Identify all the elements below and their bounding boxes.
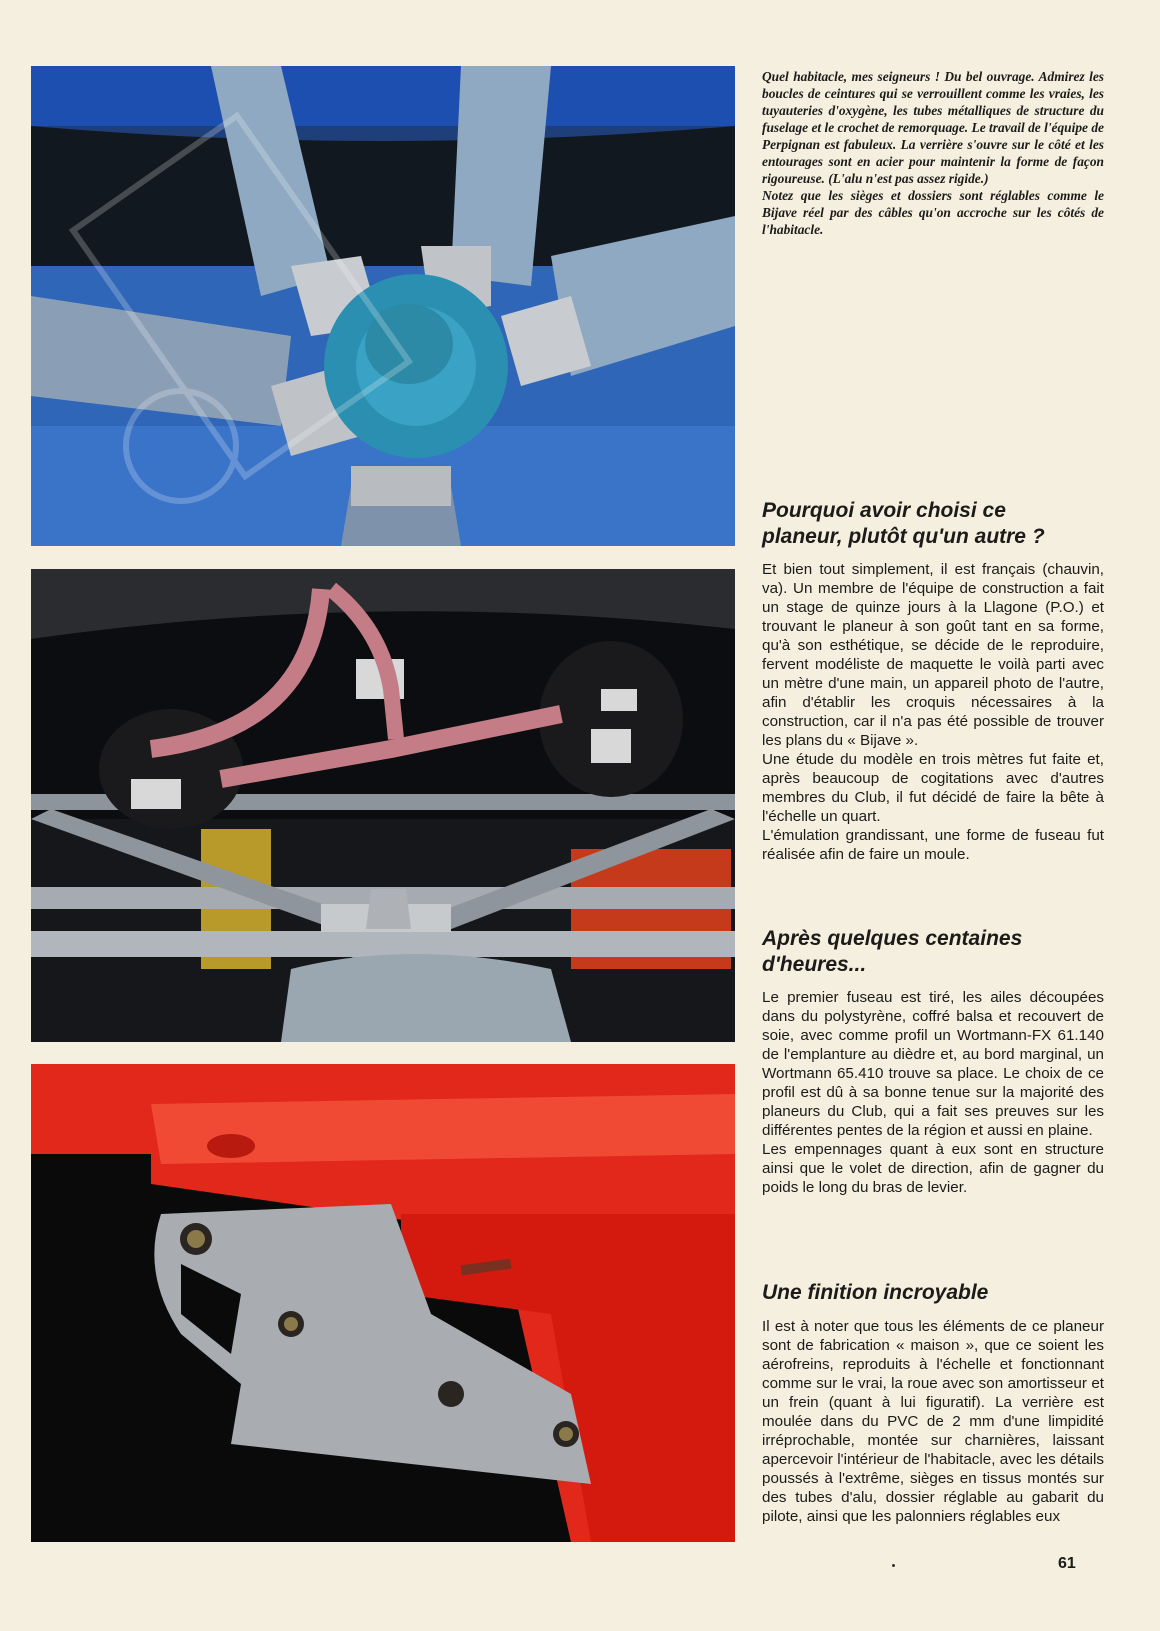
section-heading: [762, 498, 1104, 550]
caption-paragraph: Notez que les sièges et dossiers sont réglables comme le Bijave réel par des câbles qu'on accroche sur les côtés de l'habitacle.: [762, 188, 1104, 237]
photo-caption: [762, 68, 1104, 238]
section-heading: [762, 1280, 1104, 1306]
print-dot: [892, 1564, 895, 1567]
body-paragraph: Et bien tout simplement, il est français (chauvin, va). Un membre de l'équipe de construction a fait un stage de quinze jours à la Llagone (P.O.) et trouvant le planeur à son goût tant en sa forme, qu'à son esthétique, se décide de le reproduire, fervent modéliste de maquette le voilà parti avec un mètre d'une main, un appareil photo de l'autre, afin d'établir les croquis nécessaires à la construction, car il n'a pas été possible de trouver les plans du « Bijave ».: [762, 561, 1104, 749]
photo-cockpit-hoses: [31, 569, 735, 1042]
body-paragraph: Il est à noter que tous les éléments de ce planeur sont de fabrication « maison », que ce soient les aérofreins, reproduits à l'échelle et fonctionnant comme sur le vrai, la roue avec son amortisseur et un frein (quant à lui figuratif). La verrière est moulée dans du PVC de 2 mm d'une limpidité irréprochable, montée sur charnières, laissant apercevoir l'intérieur de l'habitacle, avec les détails poussés à l'extrême, sièges en tissus montés sur des tubes d'alu, dossier réglable au gabarit du pilote, ainsi que les palonniers réglables eux: [762, 1318, 1104, 1525]
heading-line: planeur, plutôt qu'un autre ?: [762, 525, 1045, 548]
heading-line: Pourquoi avoir choisi ce: [762, 499, 1006, 522]
photo-tow-hook: [31, 1064, 735, 1542]
heading-line: Une finition incroyable: [762, 1281, 989, 1304]
heading-line: d'heures...: [762, 953, 867, 976]
caption-paragraph: Quel habitacle, mes seigneurs ! Du bel ouvrage. Admirez les boucles de ceintures qui se verrouillent comme les vraies, les tuyauteries d'oxygène, les tubes métalliques de structure du fuselage et le crochet de remorquage. Le travail de l'équipe de Perpignan est fabuleux. La verrière s'ouvre sur le côté et les entourages sont en acier pour maintenir la forme de façon rigoureuse. (L'alu n'est pas assez rigide.): [762, 69, 1104, 186]
body-paragraph: Une étude du modèle en trois mètres fut faite et, après beaucoup de cogitations avec d'autres membres du Club, il fut décidé de faire la bête à l'échelle un quart.: [762, 751, 1104, 825]
section-heading: [762, 926, 1104, 978]
body-paragraph: Les empennages quant à eux sont en structure ainsi que le volet de direction, afin de gagner du poids le long du bras de levier.: [762, 1141, 1104, 1196]
heading-line: Après quelques centaines: [762, 927, 1023, 950]
page-number: 61: [1058, 1555, 1076, 1572]
photo-harness-buckles: [31, 66, 735, 546]
body-paragraph: Le premier fuseau est tiré, les ailes découpées dans du polystyrène, coffré balsa et recouvert de soie, avec comme profil un Wortmann-FX 61.140 de l'emplanture au dièdre et, au bord marginal, un Wortmann 65.410 trouve sa place. Le choix de ce profil est dû à sa bonne tenue sur la majorité des planeurs du Club, qui a fait ses preuves sur les différentes pentes de la région et aussi en plaine.: [762, 989, 1104, 1139]
body-paragraph: L'émulation grandissant, une forme de fuseau fut réalisée afin de faire un moule.: [762, 827, 1104, 863]
section-body: [762, 560, 1104, 864]
section-body: [762, 988, 1104, 1197]
section-body: [762, 1317, 1104, 1526]
